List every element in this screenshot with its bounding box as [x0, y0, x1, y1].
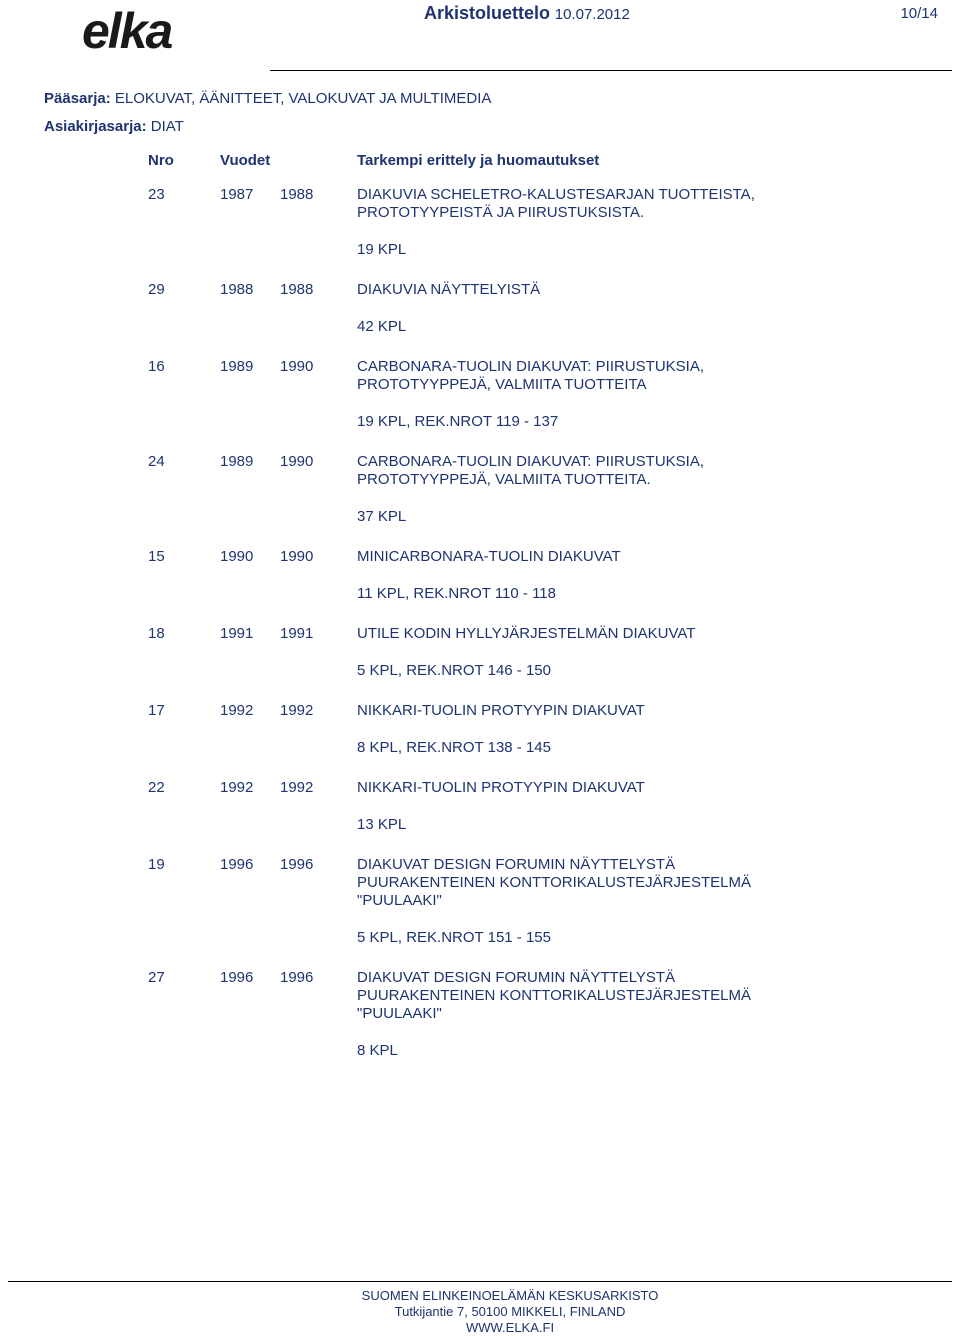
document-title [424, 3, 630, 24]
entry-note: 42 KPL [357, 318, 407, 335]
entry-start-year: 1991 [220, 625, 254, 642]
entry-end-year: 1992 [280, 779, 314, 796]
entry-end-year: 1990 [280, 548, 314, 565]
entry-start-year: 1992 [220, 702, 254, 719]
entry-end-year: 1991 [280, 625, 314, 642]
entry-description-line: DIAKUVAT DESIGN FORUMIN NÄYTTELYSTÄ [357, 856, 676, 873]
column-header-details: Tarkempi erittely ja huomautukset [357, 152, 600, 169]
entry-start-year: 1990 [220, 548, 254, 565]
entry-description-line: CARBONARA-TUOLIN DIAKUVAT: PIIRUSTUKSIA, [357, 453, 704, 470]
footer-web: WWW.ELKA.FI [465, 1320, 555, 1335]
entry-description-line: PROTOTYYPPEJÄ, VALMIITA TUOTTEITA. [357, 471, 651, 488]
entry-end-year: 1990 [280, 453, 314, 470]
catalog-entry [0, 453, 960, 526]
entry-description-line: PROTOTYYPEISTÄ JA PIIRUSTUKSISTA. [357, 204, 645, 221]
entry-number: 16 [148, 358, 165, 375]
entry-start-year: 1989 [220, 453, 254, 470]
document-title-text: Arkistoluettelo [424, 3, 551, 23]
catalog-entry [0, 186, 960, 259]
entry-number: 22 [148, 779, 165, 796]
page-number: 10/14 [900, 5, 938, 22]
catalog-entry [0, 625, 960, 680]
entry-start-year: 1987 [220, 186, 254, 203]
entry-number: 27 [148, 969, 165, 986]
catalog-entry [0, 779, 960, 834]
entry-number: 19 [148, 856, 165, 873]
catalog-entry [0, 856, 960, 947]
entry-end-year: 1992 [280, 702, 314, 719]
entry-description-line: DIAKUVAT DESIGN FORUMIN NÄYTTELYSTÄ [357, 969, 676, 986]
entry-start-year: 1996 [220, 856, 254, 873]
entry-note: 8 KPL [357, 1042, 398, 1059]
catalog-list [0, 186, 960, 1060]
entry-description-line: NIKKARI-TUOLIN PROTYYPIN DIAKUVAT [357, 702, 645, 719]
entry-description-line: NIKKARI-TUOLIN PROTYYPIN DIAKUVAT [357, 779, 645, 796]
entry-end-year: 1988 [280, 186, 314, 203]
main-series [44, 90, 491, 107]
catalog-entry [0, 548, 960, 603]
footer-address: Tutkijantie 7, 50100 MIKKELI, FINLAND [394, 1304, 626, 1319]
entry-description-line: "PUULAAKI" [357, 892, 442, 909]
entry-note: 11 KPL, REK.NROT 110 - 118 [357, 585, 556, 602]
svg-text:elka: elka [82, 4, 172, 56]
entry-description-line: DIAKUVIA SCHELETRO-KALUSTESARJAN TUOTTEISTA, [357, 186, 755, 203]
entry-description-line: "PUULAAKI" [357, 1005, 442, 1022]
entry-description-line: UTILE KODIN HYLLYJÄRJESTELMÄN DIAKUVAT [357, 625, 696, 642]
entry-description-line: PROTOTYYPPEJÄ, VALMIITA TUOTTEITA [357, 376, 647, 393]
entry-number: 24 [148, 453, 165, 470]
entry-note: 19 KPL, REK.NROT 119 - 137 [357, 413, 559, 430]
catalog-entry [0, 281, 960, 336]
entry-number: 18 [148, 625, 165, 642]
entry-start-year: 1992 [220, 779, 254, 796]
entry-description-line: DIAKUVIA NÄYTTELYISTÄ [357, 281, 541, 298]
entry-note: 13 KPL [357, 816, 407, 833]
entry-number: 17 [148, 702, 165, 719]
main-series-label: Pääsarja: [44, 90, 111, 107]
entry-description-line: PUURAKENTEINEN KONTTORIKALUSTEJÄRJESTELMÄ [357, 987, 751, 1004]
entry-start-year: 1996 [220, 969, 254, 986]
entry-note: 5 KPL, REK.NROT 151 - 155 [357, 929, 551, 946]
record-series [44, 118, 184, 135]
main-series-value: ELOKUVAT, ÄÄNITTEET, VALOKUVAT JA MULTIMEDIA [114, 90, 492, 107]
catalog-entry [0, 702, 960, 757]
footer [0, 1288, 960, 1336]
footer-org: SUOMEN ELINKEINOELÄMÄN KESKUSARKISTO [361, 1288, 659, 1303]
header-divider [270, 70, 952, 71]
entry-end-year: 1996 [280, 856, 314, 873]
catalog-entry [0, 969, 960, 1060]
entry-number: 23 [148, 186, 165, 203]
record-series-label: Asiakirjasarja: [44, 118, 147, 135]
record-series-value: DIAT [150, 118, 184, 135]
column-header-nro: Nro [148, 152, 174, 169]
entry-note: 37 KPL [357, 508, 407, 525]
entry-description-line: PUURAKENTEINEN KONTTORIKALUSTEJÄRJESTELMÄ [357, 874, 751, 891]
entry-description-line: MINICARBONARA-TUOLIN DIAKUVAT [357, 548, 621, 565]
entry-note: 5 KPL, REK.NROT 146 - 150 [357, 662, 551, 679]
entry-note: 19 KPL [357, 241, 407, 258]
column-header-years: Vuodet [220, 152, 271, 169]
document-date: 10.07.2012 [554, 6, 630, 23]
entry-end-year: 1988 [280, 281, 314, 298]
footer-divider [8, 1281, 952, 1282]
entry-end-year: 1996 [280, 969, 314, 986]
catalog-entry [0, 358, 960, 431]
entry-end-year: 1990 [280, 358, 314, 375]
entry-start-year: 1989 [220, 358, 254, 375]
entry-start-year: 1988 [220, 281, 254, 298]
entry-description-line: CARBONARA-TUOLIN DIAKUVAT: PIIRUSTUKSIA, [357, 358, 704, 375]
elka-logo [80, 4, 200, 56]
entry-note: 8 KPL, REK.NROT 138 - 145 [357, 739, 551, 756]
entry-number: 15 [148, 548, 165, 565]
entry-number: 29 [148, 281, 165, 298]
